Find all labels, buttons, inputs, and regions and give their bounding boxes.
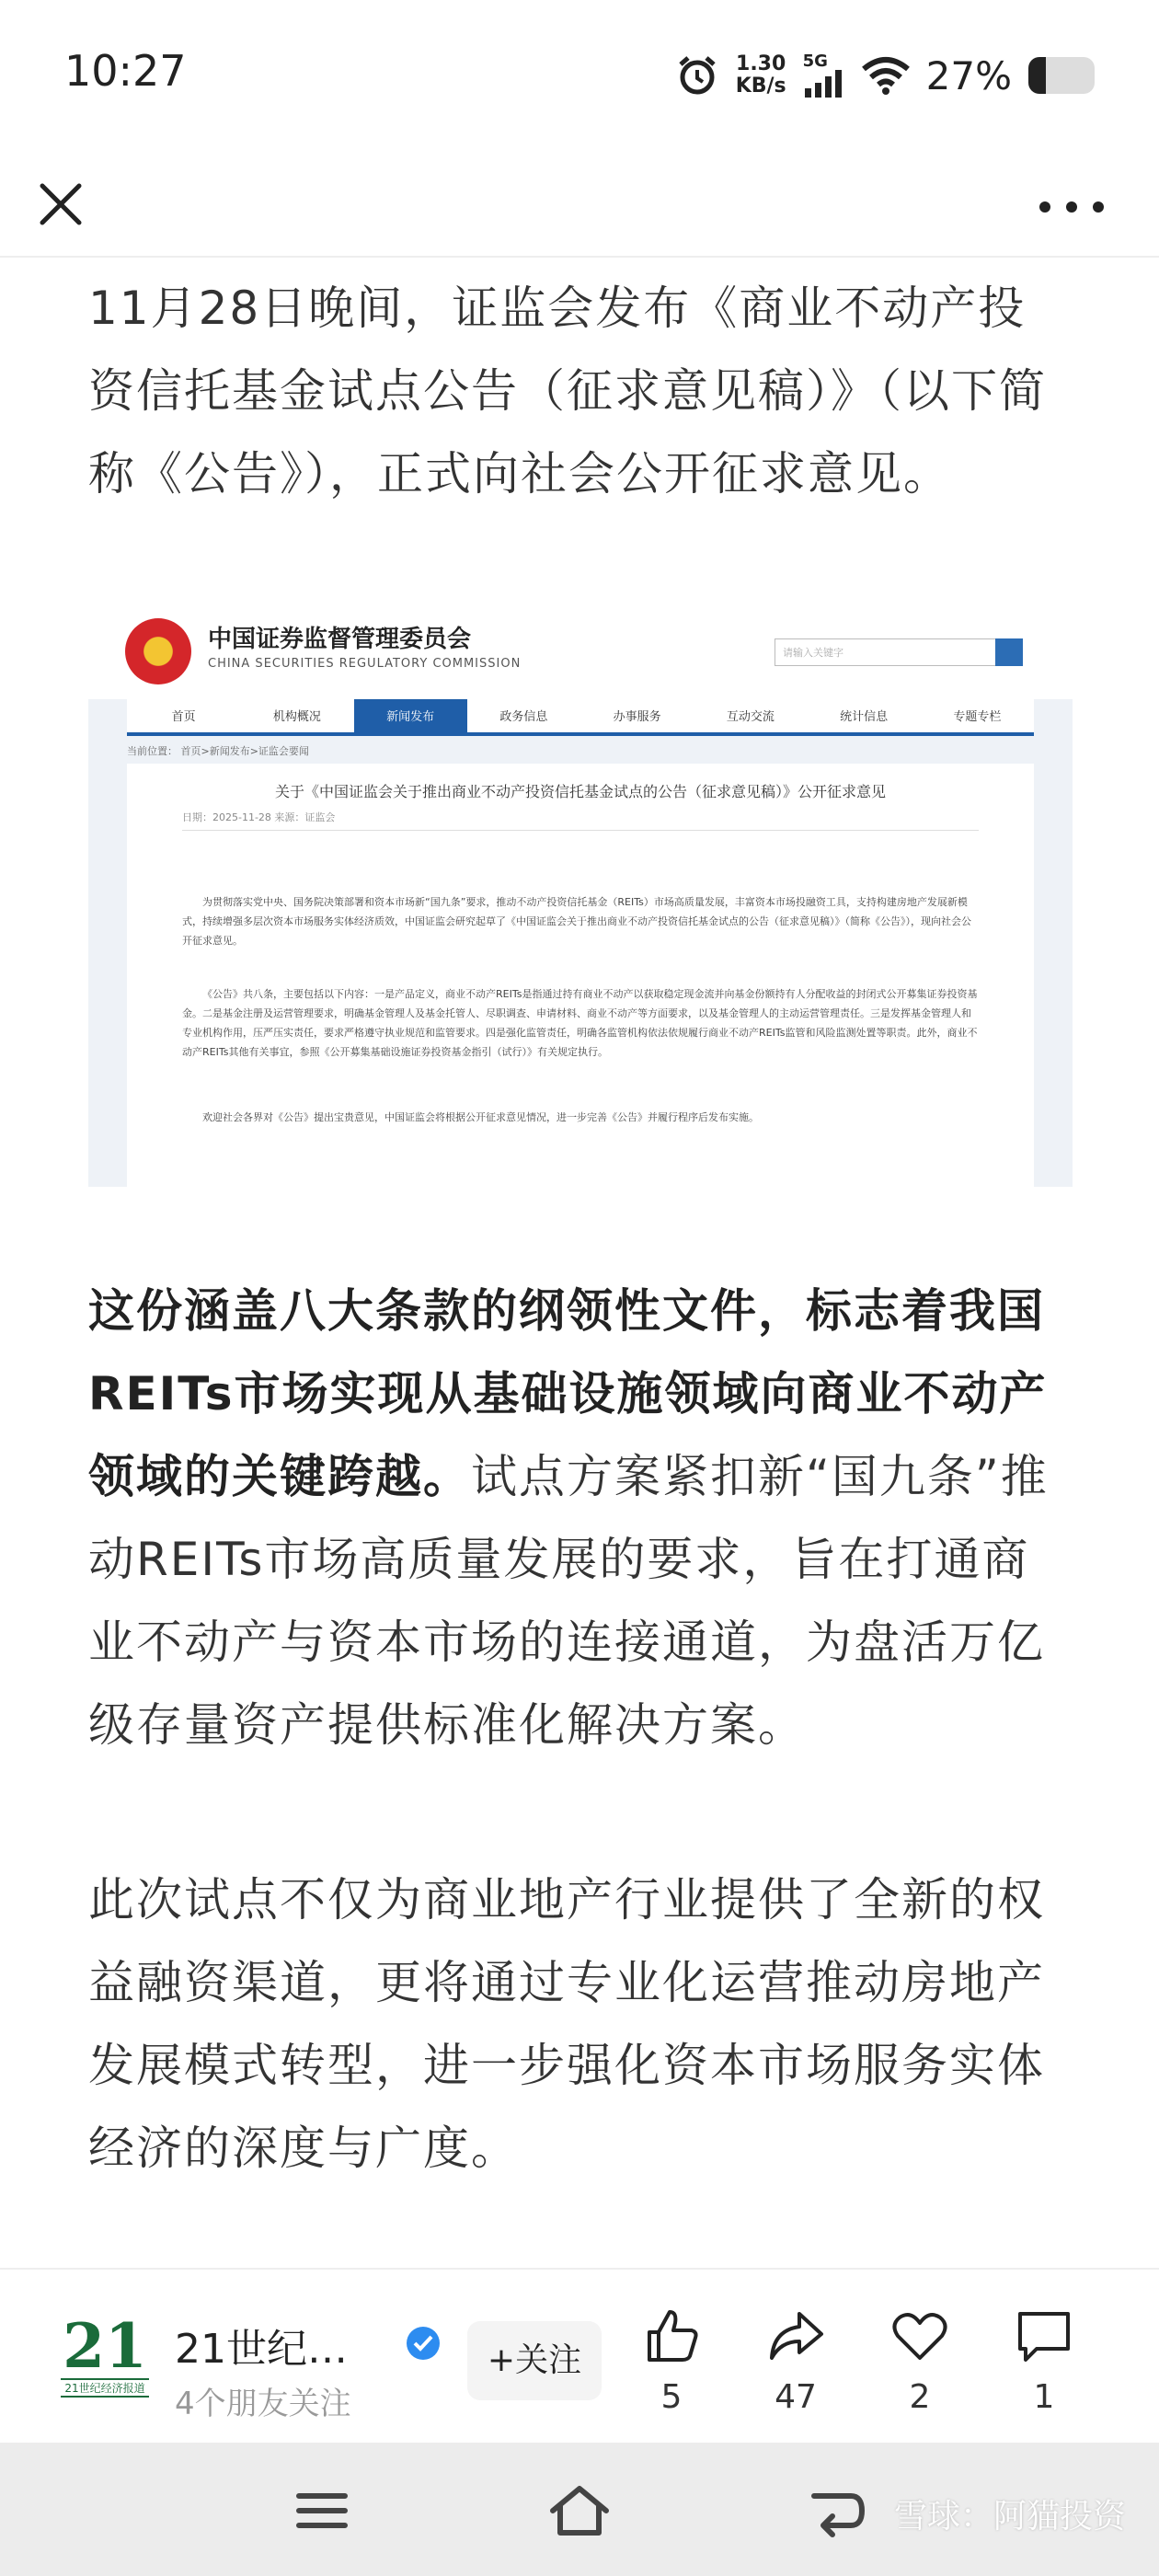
battery-icon [1028,57,1095,94]
follow-button[interactable]: +关注 [467,2321,602,2400]
recent-apps-button[interactable] [290,2483,354,2538]
account-avatar[interactable] [61,2310,149,2406]
bottom-action-bar [0,2268,1159,2443]
csrc-nav [127,699,1034,736]
more-icon-dot [1093,201,1104,213]
status-bar [0,0,1159,147]
close-icon [33,177,88,232]
home-icon [547,2483,612,2538]
csrc-nav-item: 办事服务 [613,710,661,724]
share-icon [766,2306,825,2365]
battery-percent: 27% [925,52,1012,98]
account-name[interactable]: 21世纪… [175,2326,348,2373]
search-icon [995,638,1023,666]
status-time: 10:27 [64,46,187,96]
share-count: 47 [775,2378,817,2416]
more-icon-dot [1039,201,1050,213]
csrc-doc-paragraph: 欢迎社会各界对《公告》提出宝贵意见，中国证监会将根据公开征求意见情况，进一步完善《公告》并履行程序后发布实施。 [202,1111,759,1123]
csrc-nav-item: 机构概况 [272,710,321,724]
favorite-button[interactable] [874,2306,966,2416]
alarm-icon [675,53,719,98]
watermark: 雪球：阿猫投资 [893,2498,1126,2536]
divider [182,830,979,831]
csrc-doc-meta: 日期：2025-11-28 来源：证监会 [182,811,336,823]
friends-following: 4个朋友关注 [175,2386,351,2422]
menu-icon [290,2483,354,2538]
logo-subtitle: 21世纪经济报道 [61,2378,149,2398]
csrc-nav-item: 专题专栏 [953,710,1002,724]
signal-icon [803,70,845,98]
csrc-nav-item: 首页 [171,710,196,724]
verified-icon [405,2325,442,2362]
favorite-count: 2 [909,2378,931,2416]
like-button[interactable] [625,2306,717,2416]
csrc-doc-title: 关于《中国证监会关于推出商业不动产投资信托基金试点的公告（征求意见稿）》公开征求意见 [274,783,886,800]
csrc-breadcrumb: 当前位置： 首页>新闻发布>证监会要闻 [127,745,309,757]
top-nav-bar [0,156,1159,258]
csrc-header [88,607,1073,699]
article-paragraph-2 [88,1270,1073,1766]
article-paragraph-2-rest: 试点方案紧扣新“国九条”推动REITs市场高质量发展的要求，旨在打通商业不动产与资本市场的连接通道，为盘活万亿级存量资产提供标准化解决方案。 [88,1450,1049,1752]
wifi-icon [862,56,910,95]
article-paragraph-2-bold: 这份涵盖八大条款的纲领性文件，标志着我国REITs市场实现从基础设施领域向商业不动产领域的关键跨越。 [88,1284,1048,1503]
back-button[interactable] [805,2483,869,2538]
thumbs-up-icon [642,2306,701,2365]
more-button[interactable] [1039,184,1104,230]
csrc-nav-item-active: 新闻发布 [354,699,467,732]
heart-icon [890,2306,949,2365]
csrc-doc-paragraph: 为贯彻落实党中央、国务院决策部署和资本市场新“国九条”要求，推动不动产投资信托基金（REITs）市场高质量发展，丰富资本市场投融资工具，支持构建房地产发展新模式，持续增强多层次资本市场服务实体经济质效，中国证监会研究起草了《中国证监会关于推出商业不动产投资信托基金试点的公告（征求意见稿）》（简称《公告》），现向社会公开征求意见。 [182,896,971,947]
logo-number: 21 [63,2310,147,2382]
csrc-org-name: 中国证券监督管理委员会 [208,626,472,653]
status-icons [675,48,1095,103]
net-speed [736,53,786,98]
like-count: 5 [660,2378,683,2416]
comment-count: 1 [1033,2378,1055,2416]
national-emblem-icon [125,618,191,684]
csrc-org-name-en: CHINA SECURITIES REGULATORY COMMISSION [208,657,522,671]
more-icon-dot [1066,201,1077,213]
back-icon [805,2483,869,2538]
system-nav-bar [0,2443,1159,2576]
net-speed-value: 1.30 [736,52,786,75]
comment-icon [1015,2306,1073,2365]
csrc-doc-paragraph: 《公告》共八条，主要包括以下内容：一是产品定义，商业不动产REITs是指通过持有商业不动产以获取稳定现金流并向基金份额持有人分配收益的封闭式公开募集证券投资基金。二是基金注册及运营管理要求，明确基金管理人及基金托管人、尽职调查、申请材料、商业不动产等方面要求，以及基金管理人的主动运营管理责任。三是发挥基金管理人和专业机构作用，压严压实责任，要求严格遵守执业规范和监管要求。四是强化监管责任，明确各监管机构依法依规履行商业不动产REITs监管和风险监测处置等职责。此外，商业不动产REITs其他有关事宜，参照《公开募集基础设施证券投资基金指引（试行）》有关规定执行。 [182,988,978,1058]
article-paragraph-3: 此次试点不仅为商业地产行业提供了全新的权益融资渠道，更将通过专业化运营推动房地产发展模式转型，进一步强化资本市场服务实体经济的深度与广度。 [88,1873,1045,2175]
csrc-search-input: 请输入关键字 [775,638,1023,666]
embedded-screenshot[interactable] [88,607,1073,1187]
csrc-nav-item: 互动交流 [726,710,775,724]
close-button[interactable] [33,177,88,232]
network-type: 5G [802,52,828,71]
csrc-doc [127,764,1034,1187]
net-speed-unit: KB/s [735,75,786,98]
share-button[interactable] [750,2306,842,2416]
comment-button[interactable] [998,2306,1090,2416]
cellular-signal [803,53,845,98]
csrc-nav-item: 政务信息 [499,710,548,724]
article-paragraph-1: 11月28日晚间，证监会发布《商业不动产投资信托基金试点公告（征求意见稿）》（以下简称《公告》），正式向社会公开征求意见。 [88,282,1047,500]
battery-fill [1028,57,1046,94]
csrc-nav-item: 统计信息 [840,710,889,724]
home-button[interactable] [547,2483,612,2538]
